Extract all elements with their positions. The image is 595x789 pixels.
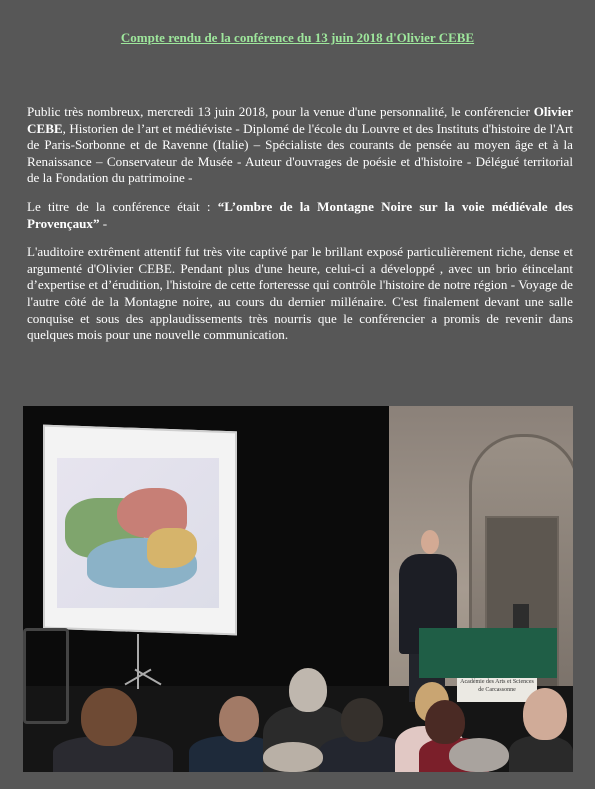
- folding-chair: [23, 628, 69, 724]
- paragraph-summary: L'auditoire extrêment attentif fut très vite captivé par le brillant exposé particulièrement riche, dense et argumenté d'Olivier CEBE. Pendant plus d'une heure, celui-ci a développé , avec un brio étincelant d’expertise et d’érudition, l'histoire de cette forteresse qui contrôle l'histoire de notre région - Voyage de l'autre côté de la Montagne noire, au cours du dernier millénaire. C'est finalement devant une salle conquise et sous des applaudissements très nourris que le conférencier a promis de revenir dans quelques mois pour une nouvelle communication.: [27, 244, 573, 343]
- speaker-head: [421, 530, 439, 554]
- academy-sign: Académie des Arts et Sciences de Carcassonne: [457, 678, 537, 702]
- intro-lead: Public très nombreux, mercredi 13 juin 2018, pour la venue d'une personnalité, le conférencier: [27, 104, 534, 119]
- audience-head: [341, 698, 383, 742]
- paragraph-intro: [27, 104, 573, 187]
- audience-member: [509, 736, 573, 772]
- lectern-desk: [419, 628, 557, 678]
- projected-map: [57, 458, 219, 608]
- conference-photo: [23, 406, 573, 772]
- audience-head: [219, 696, 259, 742]
- audience-head: [523, 688, 567, 740]
- laptop: [513, 604, 529, 628]
- intro-rest: , Historien de l’art et médiéviste - Diplomé de l'école du Louvre et des Instituts d'histoire de l'Art de Paris-Sorbonne et de Ravenne (Italie) – Spécialiste des courants de pensée au moyen âge et à la Renaissance – Conservateur de Musée - Auteur d'ouvrages de poésie et d'histoire - Délégué territorial de la Fondation du patrimoine -: [27, 120, 573, 186]
- audience-head: [81, 688, 137, 746]
- speaker-name: Olivier CEBE: [27, 104, 573, 136]
- talk-title: “L’ombre de la Montagne Noire sur la voie médiévale des Provençaux”: [27, 198, 573, 231]
- paragraph-talk-title: [27, 199, 573, 232]
- talk-title-lead: Le titre de la conférence était :: [27, 198, 218, 214]
- article-body: [27, 104, 573, 356]
- map-region: [147, 528, 197, 568]
- audience-head: [289, 668, 327, 712]
- page-title[interactable]: Compte rendu de la conférence du 13 juin 2018 d'Olivier CEBE: [120, 30, 475, 45]
- audience-head: [263, 742, 323, 772]
- audience-head: [425, 700, 465, 744]
- screen-tripod: [137, 634, 139, 689]
- audience-head: [449, 738, 509, 772]
- talk-title-rest: -: [99, 215, 108, 231]
